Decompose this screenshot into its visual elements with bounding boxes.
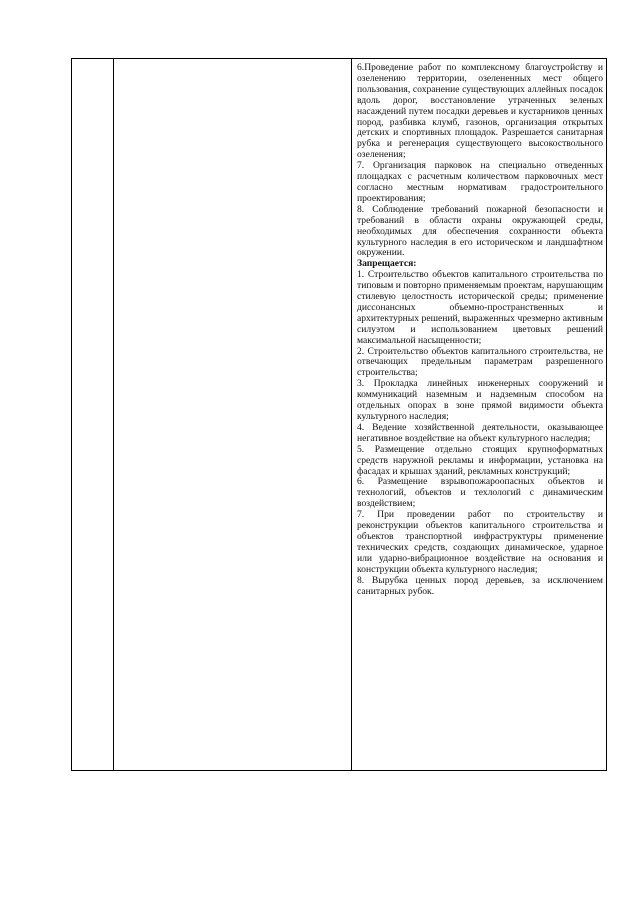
allowed-item-8: 8. Соблюдение требований пожарной безопасности и требований в области охраны окружающей среды, необходимых для обеспечения сохранности объекта культурного наследия в его историческом и ландшафтном окружении.: [357, 203, 603, 259]
prohibited-item-2: 2. Строительство объектов капитального строительства, не отвечающих предельным параметрам разрешенного строительства;: [357, 345, 603, 379]
prohibited-item-7: 7. При проведении работ по строительству и реконструкции объектов капитального строительства и объектов транспортной инфраструктуры применение технических средств, создающих динамическое, ударное или ударно-вибрационное воздействие на основания и конструкции объекта культурного наследия;: [357, 509, 603, 575]
requirements-cell: [357, 63, 603, 597]
prohibited-heading: Запрещается:: [357, 258, 417, 270]
prohibited-item-3: 3. Прокладка линейных инженерных сооружений и коммуникаций наземным и надземным способом на отдельных опорах в зоне прямой видимости объекта культурного наследия;: [357, 378, 603, 422]
column-divider-2: [351, 59, 352, 770]
allowed-item-7: 7. Организация парковок на специально отведенных площадках с расчетным количеством парковочных мест согласно местным нормативам градостроительного проектирования;: [357, 160, 603, 204]
column-divider-1: [113, 59, 114, 770]
prohibited-item-1: 1. Строительство объектов капитального строительства по типовым и повторно применяемым проектам, нарушающим стилевую целостность исторической среды; применение диссонансных объемно-пространственных и архитектурных решений, выраженных чрезмерно активным силуэтом и использованием цветовых решений максимальной насыщенности;: [357, 269, 603, 346]
prohibited-item-6: 6. Размещение взрывопожароопасных объектов и технологий, объектов и техлологий с динамическим воздействием;: [357, 476, 603, 510]
allowed-item-6: 6.Проведение работ по комплексному благоустройству и озеленению территории, озелененных мест общего пользования, сохранение существующих аллейных посадок вдоль дорог, восстановление утраченных зеленых насаждений путем посадки деревьев и кустарников ценных пород, разбивка клумб, газонов, организация открытых детских и спортивных площадок. Разрешается санитарная рубка и регенерация существующего высокоствольного озеленения;: [357, 62, 603, 161]
prohibited-item-4: 4. Ведение хозяйственной деятельности, оказывающее негативное воздействие на объект культурного наследия;: [357, 421, 603, 444]
regulations-table: [71, 58, 607, 771]
prohibited-item-5: 5. Размещение отдельно стоящих крупноформатных средств наружной рекламы и информации, установка на фасадах и крышах зданий, рекламных конструкций;: [357, 443, 603, 477]
prohibited-item-8: 8. Вырубка ценных пород деревьев, за исключением санитарных рубок.: [357, 574, 603, 597]
